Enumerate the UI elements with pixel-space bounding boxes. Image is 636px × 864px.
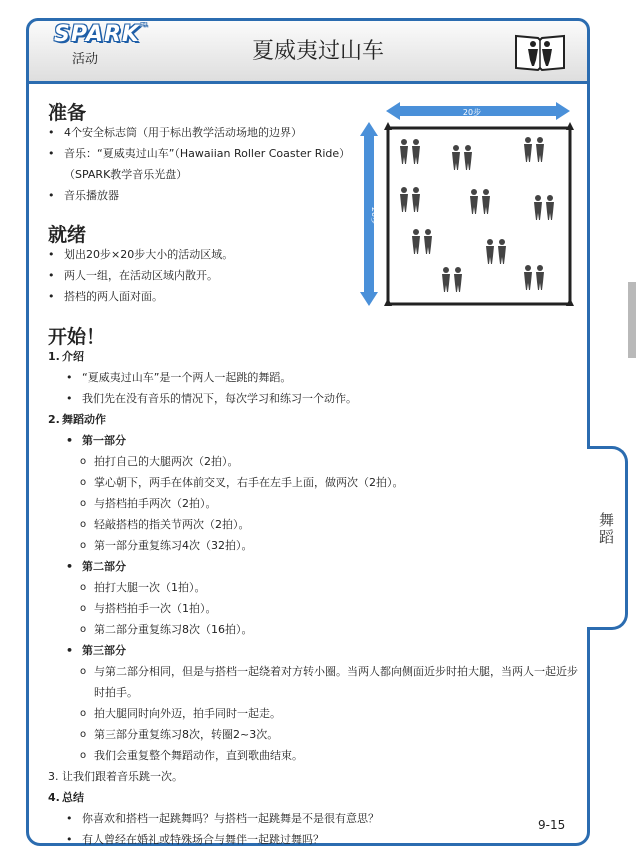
- step-3: 3. 让我们跟着音乐跳一次。: [48, 770, 183, 783]
- part3-title: • 第三部分: [66, 640, 578, 661]
- cone-icon: [384, 122, 392, 130]
- dance-moves: [48, 430, 578, 766]
- part3-list: [66, 661, 578, 766]
- part1-title: • 第一部分: [66, 430, 578, 451]
- ready-list: [48, 244, 358, 307]
- page-title: 夏威夷过山车: [251, 39, 384, 64]
- list-item: o 掌心朝下，两手在体前交叉，右手在左手上面，做两次（2拍）。: [80, 472, 578, 493]
- list-item: （SPARK教学音乐光盘）: [64, 168, 188, 181]
- list-item: o 拍大腿同时向外迈，拍手同时一起走。: [80, 703, 578, 724]
- prep-list: [48, 122, 368, 206]
- list-item: o 拍打自己的大腿两次（2拍）。: [80, 451, 578, 472]
- spark-logo: SPARK™: [54, 22, 149, 47]
- activity-label: 活动: [72, 52, 99, 67]
- list-item: • 两人一组，在活动区域内散开。: [48, 265, 358, 286]
- page-number: 9-15: [538, 818, 566, 832]
- start-heading: 开始！: [48, 326, 106, 348]
- list-item: o 与搭档拍手两次（2拍）。: [80, 493, 578, 514]
- list-item: • 我们先在没有音乐的情况下，每次学习和练习一个动作。: [66, 388, 578, 409]
- list-item: • 搭档的两人面对面。: [48, 286, 358, 307]
- step-2: 2. 舞蹈动作: [48, 413, 106, 426]
- list-item: • 有人曾经在婚礼或特殊场合与舞伴一起跳过舞吗？: [66, 829, 578, 850]
- height-label: 20步: [370, 206, 379, 226]
- activity-area-diagram: [360, 100, 576, 310]
- list-item: o 与第二部分相同，但是与搭档一起绕着对方转小圈。当两人都向侧面近步时拍大腿，当两人一起近步时拍手。: [80, 661, 578, 703]
- list-item: • 4个安全标志筒（用于标出教学活动场地的边界）: [48, 122, 368, 143]
- side-tab-joint: [586, 449, 592, 627]
- list-item: o 轻敲搭档的指关节两次（2拍）。: [80, 514, 578, 535]
- list-item: • 划出20步×20步大小的活动区域。: [48, 244, 358, 265]
- book-people-icon: [514, 30, 566, 72]
- list-item: • 音乐：“夏威夷过山车”（Hawaiian Roller Coaster Ride）: [48, 143, 368, 164]
- list-item: o 与搭档拍手一次（1拍）。: [80, 598, 578, 619]
- list-item: o 第二部分重复练习8次（16拍）。: [80, 619, 578, 640]
- prep-heading: 准备: [48, 102, 87, 124]
- part1-list: [66, 451, 578, 556]
- side-tab-label: 舞蹈: [597, 512, 615, 546]
- ready-heading: 就绪: [48, 224, 87, 246]
- part2-title: • 第二部分: [66, 556, 578, 577]
- intro-list: [48, 367, 578, 409]
- summary-list: [48, 808, 578, 850]
- list-item: o 第三部分重复练习8次，转圈2~3次。: [80, 724, 578, 745]
- list-item: o 拍打大腿一次（1拍）。: [80, 577, 578, 598]
- list-item: • “夏威夷过山车”是一个两人一起跳的舞蹈。: [66, 367, 578, 388]
- chapter-marker: [628, 282, 636, 358]
- step-4: 4. 总结: [48, 791, 84, 804]
- cone-icon: [566, 122, 574, 130]
- list-item: o 我们会重复整个舞蹈动作，直到歌曲结束。: [80, 745, 578, 766]
- part2-list: [66, 577, 578, 640]
- start-list: [48, 346, 578, 850]
- list-item: • 你喜欢和搭档一起跳舞吗？与搭档一起跳舞是不是很有意思？: [66, 808, 578, 829]
- width-label: 20步: [462, 108, 482, 117]
- list-item: • 音乐播放器: [48, 185, 368, 206]
- list-item: o 第一部分重复练习4次（32拍）。: [80, 535, 578, 556]
- step-1: 1. 介绍: [48, 350, 84, 363]
